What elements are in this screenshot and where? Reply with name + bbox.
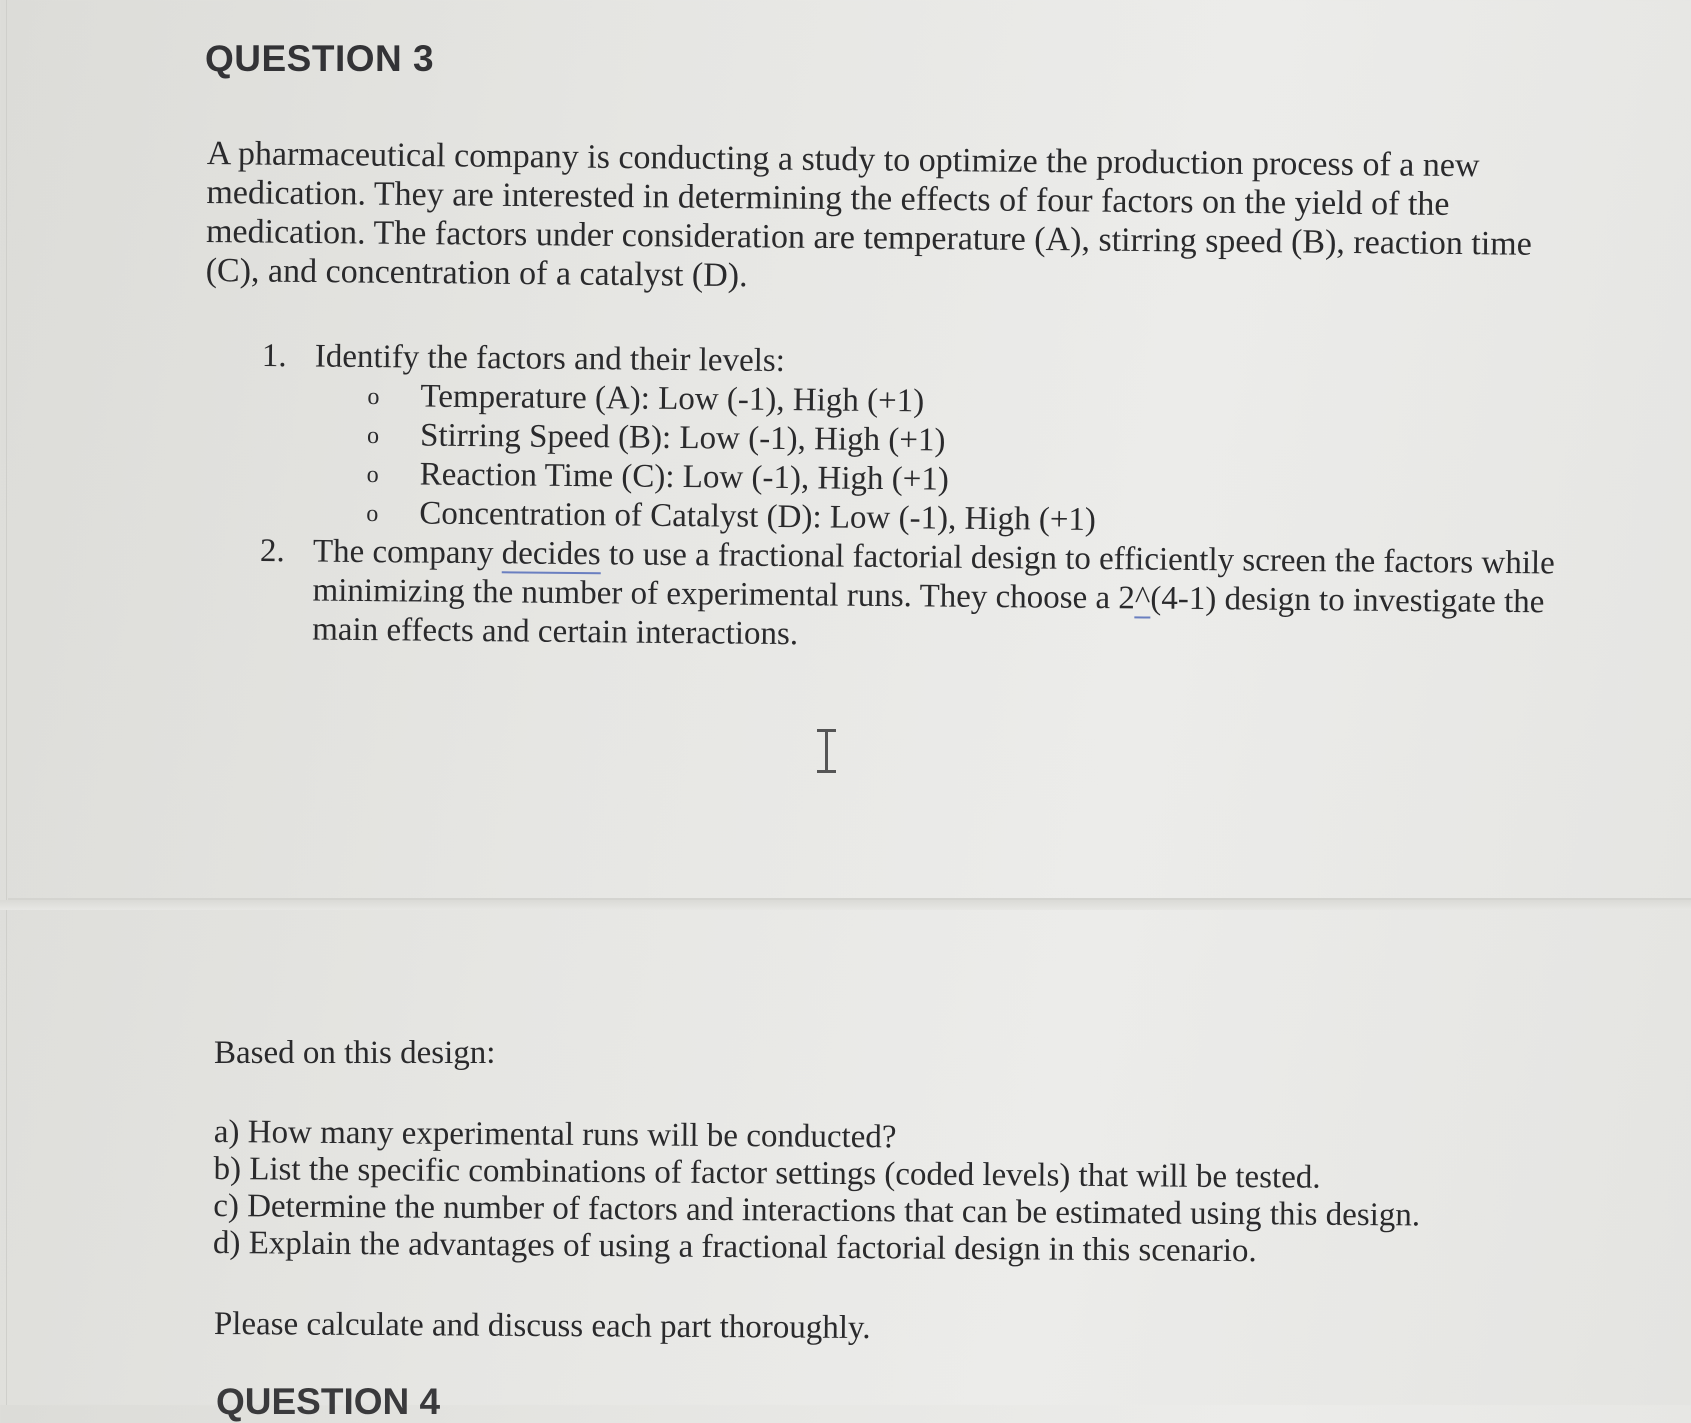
section-divider xyxy=(0,900,1691,910)
step-text-part: to use a fractional factorial design to efficiently screen the factors while minimizing the number of experimental runs. They choose a 2 xyxy=(312,536,1555,617)
circle-bullet-icon: o xyxy=(367,384,380,411)
list-item: a) How many experimental runs will be conducted? xyxy=(213,1114,897,1156)
list-item: d) Explain the advantages of using a fractional factorial design in this scenario. xyxy=(212,1224,1257,1270)
factor-text: Temperature (A): Low (-1), High (+1) xyxy=(420,378,925,420)
step-text: Identify the factors and their levels: xyxy=(314,338,786,380)
next-question-heading: QUESTION 4 xyxy=(216,1381,441,1422)
circle-bullet-icon: o xyxy=(366,462,379,489)
list-item: b) List the specific combinations of factor settings (coded levels) that will be tested. xyxy=(213,1150,1321,1196)
factor-text: Reaction Time (C): Low (-1), High (+1) xyxy=(419,456,949,498)
list-item: c) Determine the number of factors and interactions that can be estimated using this design. xyxy=(213,1187,1421,1234)
list-item xyxy=(260,337,1582,545)
cursor-stem xyxy=(825,731,828,771)
decides-link[interactable]: decides xyxy=(501,535,601,573)
answer-lead: Based on this design: xyxy=(214,1035,496,1071)
cursor-cap xyxy=(817,770,836,773)
list-number: 1. xyxy=(261,337,287,375)
question-intro: A pharmaceutical company is conducting a study to optimize the production process of a new medication. They are interested in determining the effects of four factors on the yield of the medication. The factors under consideration are temperature (A), stirring speed (B), reaction time (C), and concentration of a catalyst (D). xyxy=(205,134,1532,295)
answer-parts-list xyxy=(213,1114,1534,1272)
step-text-part: (4-1) design to investigate the main effects and certain interactions. xyxy=(312,580,1545,653)
factor-text: Concentration of Catalyst (D): Low (-1), High (+1) xyxy=(419,495,1097,539)
answer-closing: Please calculate and discuss each part thoroughly. xyxy=(213,1306,871,1347)
factor-text: Stirring Speed (B): Low (-1), High (+1) xyxy=(419,417,946,459)
question-steps-list xyxy=(259,337,1582,662)
circle-bullet-icon: o xyxy=(366,423,380,450)
list-item xyxy=(259,532,1580,662)
factor-list xyxy=(313,377,1581,545)
text-cursor-icon xyxy=(815,729,837,773)
list-number: 2. xyxy=(259,532,285,570)
step-text-part: The company xyxy=(312,533,502,572)
circle-bullet-icon: o xyxy=(366,501,379,528)
caret-link[interactable]: ^ xyxy=(1134,580,1151,617)
question-heading: QUESTION 3 xyxy=(205,38,435,79)
